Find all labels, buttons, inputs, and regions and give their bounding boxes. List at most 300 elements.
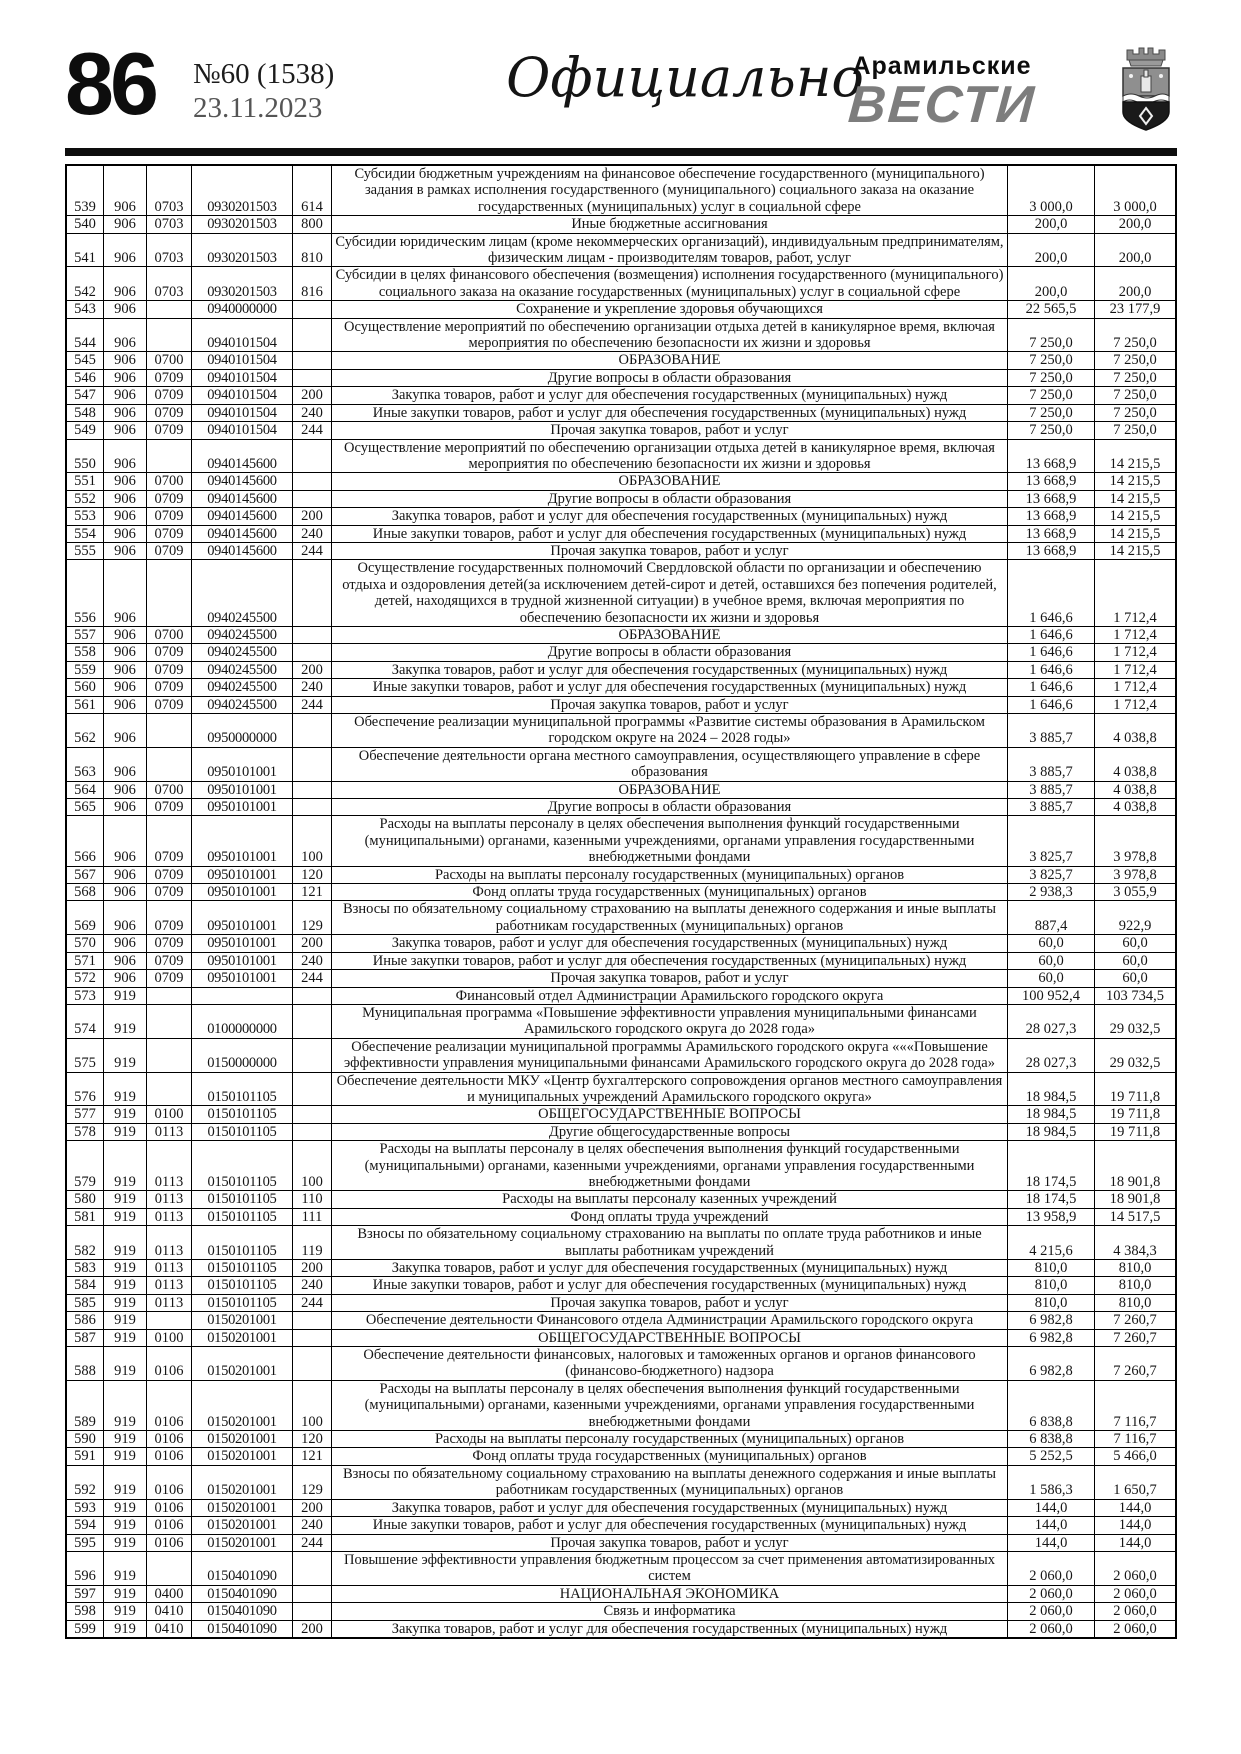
cell-expense-type-code [293, 1312, 332, 1329]
cell-amount-1: 60,0 [1008, 952, 1095, 969]
table-row [66, 404, 1176, 421]
cell-amount-1: 200,0 [1008, 216, 1095, 233]
cell-grbs-code: 919 [104, 1603, 147, 1620]
cell-target-article-code: 0150101105 [192, 1260, 293, 1277]
table-row [66, 866, 1176, 883]
table-row [66, 216, 1176, 233]
cell-expense-type-code [293, 781, 332, 798]
cell-target-article-code: 0150201001 [192, 1329, 293, 1346]
cell-amount-1: 13 668,9 [1008, 542, 1095, 559]
cell-grbs-code: 919 [104, 1551, 147, 1585]
cell-section-code: 0106 [147, 1431, 192, 1448]
cell-row-number: 592 [66, 1465, 104, 1499]
cell-expense-name: Фонд оплаты труда государственных (муниципальных) органов [332, 1448, 1008, 1465]
cell-expense-name: Муниципальная программа «Повышение эффективности управления муниципальными финансами Арамильского городского округа до 2028 года» [332, 1004, 1008, 1038]
cell-amount-1: 3 885,7 [1008, 799, 1095, 816]
cell-expense-name: Обеспечение деятельности Финансового отдела Администрации Арамильского городского округа [332, 1312, 1008, 1329]
cell-amount-1: 3 825,7 [1008, 866, 1095, 883]
cell-section-code: 0106 [147, 1465, 192, 1499]
cell-expense-type-code: 244 [293, 970, 332, 987]
table-row [66, 1226, 1176, 1260]
cell-amount-2: 19 711,8 [1095, 1072, 1177, 1106]
cell-expense-name: Иные закупки товаров, работ и услуг для обеспечения государственных (муниципальных) нужд [332, 1517, 1008, 1534]
cell-target-article-code: 0930201503 [192, 165, 293, 216]
cell-expense-name: Иные закупки товаров, работ и услуг для обеспечения государственных (муниципальных) нужд [332, 404, 1008, 421]
cell-expense-name: Финансовый отдел Администрации Арамильского городского округа [332, 987, 1008, 1004]
cell-expense-name: ОБЩЕГОСУДАРСТВЕННЫЕ ВОПРОСЫ [332, 1106, 1008, 1123]
cell-grbs-code: 906 [104, 490, 147, 507]
budget-table [65, 164, 1177, 1639]
cell-expense-type-code: 244 [293, 1294, 332, 1311]
cell-expense-name: Осуществление государственных полномочий Свердловской области по организации и обеспечению отдыха и оздоровления детей(за исключением детей-сирот и детей, оставшихся без попечения родителей, детей, находящихся в трудной жизненной ситуации) в учебное время, включая мероприятия по обеспечению безопасности их жизни и здоровья [332, 560, 1008, 627]
cell-amount-2: 144,0 [1095, 1517, 1177, 1534]
cell-expense-name: Прочая закупка товаров, работ и услуг [332, 542, 1008, 559]
cell-row-number: 589 [66, 1380, 104, 1430]
cell-expense-type-code: 240 [293, 404, 332, 421]
cell-section-code: 0113 [147, 1260, 192, 1277]
cell-expense-name: Иные закупки товаров, работ и услуг для обеспечения государственных (муниципальных) нужд [332, 1277, 1008, 1294]
cell-amount-2: 23 177,9 [1095, 301, 1177, 318]
cell-row-number: 591 [66, 1448, 104, 1465]
cell-amount-2: 60,0 [1095, 935, 1177, 952]
cell-target-article-code: 0150401090 [192, 1620, 293, 1638]
cell-expense-name: Субсидии в целях финансового обеспечения (возмещения) исполнения государственного (муниципального) социального заказа на оказание государственных (муниципальных) услуг в социальной сфере [332, 267, 1008, 301]
cell-amount-2: 2 060,0 [1095, 1603, 1177, 1620]
cell-grbs-code: 919 [104, 1329, 147, 1346]
table-row [66, 935, 1176, 952]
cell-expense-type-code: 244 [293, 542, 332, 559]
cell-expense-name: Закупка товаров, работ и услуг для обеспечения государственных (муниципальных) нужд [332, 1260, 1008, 1277]
cell-expense-name: Прочая закупка товаров, работ и услуг [332, 970, 1008, 987]
cell-expense-type-code: 111 [293, 1208, 332, 1225]
cell-expense-name: Осуществление мероприятий по обеспечению организации отдыха детей в каникулярное время, включая мероприятия по обеспечению безопасности их жизни и здоровья [332, 318, 1008, 352]
cell-amount-1: 5 252,5 [1008, 1448, 1095, 1465]
cell-row-number: 598 [66, 1603, 104, 1620]
cell-amount-2: 7 260,7 [1095, 1312, 1177, 1329]
cell-expense-type-code: 200 [293, 661, 332, 678]
cell-section-code: 0709 [147, 369, 192, 386]
cell-grbs-code: 919 [104, 1123, 147, 1140]
cell-section-code: 0113 [147, 1141, 192, 1191]
cell-row-number: 567 [66, 866, 104, 883]
cell-grbs-code: 919 [104, 1141, 147, 1191]
cell-amount-2: 144,0 [1095, 1499, 1177, 1516]
cell-grbs-code: 919 [104, 1465, 147, 1499]
cell-section-code [147, 714, 192, 748]
cell-expense-type-code: 200 [293, 935, 332, 952]
cell-row-number: 581 [66, 1208, 104, 1225]
cell-expense-name: Связь и информатика [332, 1603, 1008, 1620]
cell-target-article-code: 0940245500 [192, 626, 293, 643]
cell-target-article-code: 0150101105 [192, 1141, 293, 1191]
cell-amount-1: 2 060,0 [1008, 1551, 1095, 1585]
cell-row-number: 579 [66, 1141, 104, 1191]
cell-amount-2: 19 711,8 [1095, 1123, 1177, 1140]
cell-row-number: 590 [66, 1431, 104, 1448]
table-row [66, 369, 1176, 386]
table-row [66, 1603, 1176, 1620]
cell-expense-name: Закупка товаров, работ и услуг для обеспечения государственных (муниципальных) нужд [332, 661, 1008, 678]
cell-section-code: 0410 [147, 1620, 192, 1638]
cell-amount-2: 4 038,8 [1095, 799, 1177, 816]
cell-target-article-code: 0940101504 [192, 318, 293, 352]
cell-section-code: 0106 [147, 1380, 192, 1430]
cell-expense-type-code [293, 644, 332, 661]
cell-expense-type-code [293, 1072, 332, 1106]
cell-amount-1: 3 885,7 [1008, 714, 1095, 748]
table-row [66, 560, 1176, 627]
cell-amount-1: 13 668,9 [1008, 473, 1095, 490]
cell-row-number: 575 [66, 1038, 104, 1072]
cell-amount-2: 7 116,7 [1095, 1380, 1177, 1430]
table-row [66, 816, 1176, 866]
cell-expense-name: Другие вопросы в области образования [332, 369, 1008, 386]
table-row [66, 1294, 1176, 1311]
cell-amount-1: 7 250,0 [1008, 352, 1095, 369]
cell-grbs-code: 919 [104, 1004, 147, 1038]
cell-expense-name: Закупка товаров, работ и услуг для обеспечения государственных (муниципальных) нужд [332, 387, 1008, 404]
cell-expense-type-code [293, 318, 332, 352]
cell-target-article-code: 0950101001 [192, 866, 293, 883]
cell-amount-2: 3 055,9 [1095, 884, 1177, 901]
section-title: Официально [506, 46, 864, 109]
cell-target-article-code: 0150201001 [192, 1347, 293, 1381]
table-row [66, 884, 1176, 901]
cell-expense-type-code [293, 1004, 332, 1038]
cell-amount-1: 2 060,0 [1008, 1620, 1095, 1638]
cell-target-article-code: 0940245500 [192, 644, 293, 661]
cell-section-code: 0703 [147, 216, 192, 233]
cell-section-code: 0100 [147, 1329, 192, 1346]
cell-section-code: 0400 [147, 1585, 192, 1602]
cell-section-code: 0709 [147, 884, 192, 901]
cell-section-code: 0700 [147, 352, 192, 369]
table-row [66, 714, 1176, 748]
cell-amount-2: 922,9 [1095, 901, 1177, 935]
cell-amount-2: 1 712,4 [1095, 679, 1177, 696]
cell-amount-2: 2 060,0 [1095, 1551, 1177, 1585]
cell-section-code: 0113 [147, 1208, 192, 1225]
cell-grbs-code: 906 [104, 233, 147, 267]
cell-grbs-code: 906 [104, 439, 147, 473]
cell-amount-1: 13 668,9 [1008, 439, 1095, 473]
cell-target-article-code: 0950101001 [192, 935, 293, 952]
cell-expense-type-code [293, 1347, 332, 1381]
cell-expense-type-code [293, 1585, 332, 1602]
cell-expense-name: Субсидии юридическим лицам (кроме некоммерческих организаций), индивидуальным предпринимателям, физическим лицам - производителям товаров, работ, услуг [332, 233, 1008, 267]
table-row [66, 626, 1176, 643]
cell-section-code: 0700 [147, 473, 192, 490]
cell-expense-type-code: 121 [293, 1448, 332, 1465]
cell-expense-name: Осуществление мероприятий по обеспечению организации отдыха детей в каникулярное время, включая мероприятия по обеспечению безопасности их жизни и здоровья [332, 439, 1008, 473]
cell-row-number: 594 [66, 1517, 104, 1534]
cell-section-code: 0113 [147, 1277, 192, 1294]
cell-target-article-code: 0950101001 [192, 884, 293, 901]
header-rule [65, 148, 1177, 156]
cell-amount-2: 4 038,8 [1095, 714, 1177, 748]
cell-row-number: 588 [66, 1347, 104, 1381]
cell-amount-2: 1 712,4 [1095, 560, 1177, 627]
cell-amount-2: 1 650,7 [1095, 1465, 1177, 1499]
cell-section-code: 0709 [147, 901, 192, 935]
cell-grbs-code: 906 [104, 816, 147, 866]
cell-expense-name: Обеспечение реализации муниципальной программы Арамильского городского округа «««Повышение эффективности управления муниципальными финансами Арамильского городского округа до 2028 года» [332, 1038, 1008, 1072]
cell-row-number: 543 [66, 301, 104, 318]
cell-expense-name: Другие вопросы в области образования [332, 490, 1008, 507]
cell-amount-1: 810,0 [1008, 1260, 1095, 1277]
cell-grbs-code: 906 [104, 301, 147, 318]
cell-target-article-code: 0950101001 [192, 901, 293, 935]
cell-grbs-code: 919 [104, 1380, 147, 1430]
cell-section-code: 0113 [147, 1123, 192, 1140]
cell-row-number: 561 [66, 696, 104, 713]
table-row [66, 1585, 1176, 1602]
cell-amount-2: 14 215,5 [1095, 525, 1177, 542]
table-row [66, 1380, 1176, 1430]
cell-amount-2: 2 060,0 [1095, 1585, 1177, 1602]
page-number: 86 [65, 34, 155, 133]
cell-expense-name: Субсидии бюджетным учреждениям на финансовое обеспечение государственного (муниципального) задания в рамках исполнения государственного (муниципального) социального заказа на оказание государственных (муниципальных) услуг в социальной сфере [332, 165, 1008, 216]
issue-date: 23.11.2023 [193, 92, 323, 124]
cell-expense-name: ОБЩЕГОСУДАРСТВЕННЫЕ ВОПРОСЫ [332, 1329, 1008, 1346]
cell-expense-type-code: 120 [293, 866, 332, 883]
cell-expense-type-code: 240 [293, 1277, 332, 1294]
cell-row-number: 549 [66, 422, 104, 439]
cell-grbs-code: 906 [104, 165, 147, 216]
cell-amount-2: 810,0 [1095, 1260, 1177, 1277]
cell-grbs-code: 906 [104, 747, 147, 781]
cell-row-number: 576 [66, 1072, 104, 1106]
cell-section-code: 0410 [147, 1603, 192, 1620]
cell-expense-name: Иные закупки товаров, работ и услуг для обеспечения государственных (муниципальных) нужд [332, 952, 1008, 969]
cell-expense-type-code: 200 [293, 1620, 332, 1638]
cell-expense-name: ОБРАЗОВАНИЕ [332, 626, 1008, 643]
table-row [66, 747, 1176, 781]
cell-grbs-code: 919 [104, 1534, 147, 1551]
cell-amount-1: 2 938,3 [1008, 884, 1095, 901]
cell-expense-type-code [293, 473, 332, 490]
cell-grbs-code: 906 [104, 799, 147, 816]
cell-amount-2: 4 384,3 [1095, 1226, 1177, 1260]
cell-expense-type-code: 614 [293, 165, 332, 216]
cell-amount-1: 3 825,7 [1008, 816, 1095, 866]
cell-expense-name: Другие вопросы в области образования [332, 799, 1008, 816]
cell-target-article-code: 0950101001 [192, 816, 293, 866]
cell-grbs-code: 919 [104, 987, 147, 1004]
cell-target-article-code: 0950000000 [192, 714, 293, 748]
cell-expense-name: Расходы на выплаты персоналу государственных (муниципальных) органов [332, 1431, 1008, 1448]
table-row [66, 679, 1176, 696]
cell-grbs-code: 919 [104, 1620, 147, 1638]
cell-expense-name: Повышение эффективности управления бюджетным процессом за счет применения автоматизированных систем [332, 1551, 1008, 1585]
cell-row-number: 596 [66, 1551, 104, 1585]
cell-section-code: 0709 [147, 508, 192, 525]
cell-expense-type-code: 200 [293, 387, 332, 404]
cell-row-number: 562 [66, 714, 104, 748]
cell-amount-1: 18 984,5 [1008, 1072, 1095, 1106]
cell-target-article-code: 0150201001 [192, 1312, 293, 1329]
cell-expense-type-code: 100 [293, 1380, 332, 1430]
table-row [66, 422, 1176, 439]
cell-target-article-code: 0950101001 [192, 747, 293, 781]
cell-grbs-code: 906 [104, 714, 147, 748]
cell-row-number: 565 [66, 799, 104, 816]
cell-target-article-code: 0940101504 [192, 352, 293, 369]
table-row [66, 1517, 1176, 1534]
cell-amount-2: 14 215,5 [1095, 508, 1177, 525]
table-row [66, 1141, 1176, 1191]
cell-section-code: 0703 [147, 165, 192, 216]
cell-grbs-code: 906 [104, 884, 147, 901]
table-row [66, 525, 1176, 542]
cell-target-article-code: 0940145600 [192, 525, 293, 542]
cell-expense-type-code [293, 560, 332, 627]
cell-amount-1: 2 060,0 [1008, 1585, 1095, 1602]
cell-amount-2: 5 466,0 [1095, 1448, 1177, 1465]
cell-row-number: 582 [66, 1226, 104, 1260]
cell-row-number: 572 [66, 970, 104, 987]
cell-expense-name: Закупка товаров, работ и услуг для обеспечения государственных (муниципальных) нужд [332, 1620, 1008, 1638]
cell-amount-2: 18 901,8 [1095, 1141, 1177, 1191]
cell-row-number: 568 [66, 884, 104, 901]
cell-target-article-code: 0150101105 [192, 1208, 293, 1225]
cell-expense-name: Фонд оплаты труда учреждений [332, 1208, 1008, 1225]
cell-expense-type-code [293, 490, 332, 507]
cell-amount-1: 4 215,6 [1008, 1226, 1095, 1260]
cell-row-number: 571 [66, 952, 104, 969]
cell-section-code: 0106 [147, 1517, 192, 1534]
city-emblem-icon [1115, 40, 1177, 132]
cell-section-code: 0709 [147, 866, 192, 883]
cell-expense-name: Прочая закупка товаров, работ и услуг [332, 1294, 1008, 1311]
cell-expense-name: Расходы на выплаты персоналу государственных (муниципальных) органов [332, 866, 1008, 883]
cell-amount-2: 200,0 [1095, 216, 1177, 233]
cell-amount-2: 7 250,0 [1095, 369, 1177, 386]
cell-target-article-code: 0940145600 [192, 508, 293, 525]
cell-row-number: 585 [66, 1294, 104, 1311]
cell-section-code: 0113 [147, 1226, 192, 1260]
cell-grbs-code: 919 [104, 1517, 147, 1534]
cell-amount-1: 60,0 [1008, 970, 1095, 987]
cell-expense-type-code: 240 [293, 952, 332, 969]
cell-expense-type-code [293, 714, 332, 748]
cell-target-article-code: 0940245500 [192, 661, 293, 678]
cell-target-article-code: 0940145600 [192, 490, 293, 507]
cell-expense-type-code: 200 [293, 1499, 332, 1516]
cell-target-article-code: 0940145600 [192, 473, 293, 490]
cell-expense-type-code: 120 [293, 1431, 332, 1448]
cell-expense-type-code: 110 [293, 1191, 332, 1208]
cell-expense-type-code: 816 [293, 267, 332, 301]
table-row [66, 508, 1176, 525]
cell-expense-type-code: 240 [293, 679, 332, 696]
cell-amount-2: 4 038,8 [1095, 781, 1177, 798]
cell-target-article-code: 0150101105 [192, 1226, 293, 1260]
cell-grbs-code: 906 [104, 696, 147, 713]
cell-expense-type-code [293, 1603, 332, 1620]
cell-row-number: 546 [66, 369, 104, 386]
cell-section-code [147, 1038, 192, 1072]
cell-section-code: 0709 [147, 422, 192, 439]
cell-amount-1: 7 250,0 [1008, 404, 1095, 421]
cell-grbs-code: 906 [104, 422, 147, 439]
cell-row-number: 554 [66, 525, 104, 542]
table-row [66, 901, 1176, 935]
cell-expense-type-code: 800 [293, 216, 332, 233]
cell-amount-1: 28 027,3 [1008, 1038, 1095, 1072]
cell-row-number: 540 [66, 216, 104, 233]
cell-target-article-code: 0930201503 [192, 216, 293, 233]
cell-section-code [147, 1072, 192, 1106]
cell-expense-type-code [293, 987, 332, 1004]
cell-grbs-code: 906 [104, 542, 147, 559]
table-row [66, 1106, 1176, 1123]
cell-target-article-code: 0150101105 [192, 1191, 293, 1208]
cell-grbs-code: 906 [104, 560, 147, 627]
cell-amount-2: 200,0 [1095, 267, 1177, 301]
cell-target-article-code: 0150201001 [192, 1431, 293, 1448]
cell-amount-2: 7 250,0 [1095, 422, 1177, 439]
cell-expense-name: Расходы на выплаты персоналу в целях обеспечения выполнения функций государственными (муниципальными) органами, казенными учреждениями, органами управления государственными внебюджетными фондами [332, 1141, 1008, 1191]
cell-row-number: 597 [66, 1585, 104, 1602]
cell-amount-2: 29 032,5 [1095, 1004, 1177, 1038]
cell-row-number: 552 [66, 490, 104, 507]
cell-amount-1: 144,0 [1008, 1534, 1095, 1551]
cell-target-article-code: 0940245500 [192, 679, 293, 696]
cell-amount-1: 18 984,5 [1008, 1123, 1095, 1140]
cell-amount-1: 3 000,0 [1008, 165, 1095, 216]
cell-row-number: 586 [66, 1312, 104, 1329]
logo-text-bottom: ВЕСТИ [846, 76, 1038, 134]
table-row [66, 1431, 1176, 1448]
cell-section-code: 0709 [147, 661, 192, 678]
cell-grbs-code: 919 [104, 1208, 147, 1225]
cell-amount-2: 3 978,8 [1095, 866, 1177, 883]
table-row [66, 1347, 1176, 1381]
cell-target-article-code: 0150101105 [192, 1294, 293, 1311]
cell-target-article-code: 0150201001 [192, 1465, 293, 1499]
cell-expense-type-code: 200 [293, 1260, 332, 1277]
table-row [66, 799, 1176, 816]
page-header [65, 34, 1177, 140]
cell-expense-name: Расходы на выплаты персоналу казенных учреждений [332, 1191, 1008, 1208]
cell-section-code: 0709 [147, 935, 192, 952]
cell-expense-type-code: 121 [293, 884, 332, 901]
cell-section-code: 0709 [147, 952, 192, 969]
logo-text-top: Арамильские [852, 52, 1032, 80]
table-row [66, 1620, 1176, 1638]
cell-expense-name: ОБРАЗОВАНИЕ [332, 473, 1008, 490]
cell-amount-1: 6 838,8 [1008, 1380, 1095, 1430]
cell-target-article-code: 0950101001 [192, 952, 293, 969]
table-row [66, 1004, 1176, 1038]
cell-row-number: 556 [66, 560, 104, 627]
cell-section-code: 0709 [147, 542, 192, 559]
cell-amount-1: 18 984,5 [1008, 1106, 1095, 1123]
table-row [66, 233, 1176, 267]
issue-number: №60 (1538) [193, 58, 335, 90]
table-row [66, 301, 1176, 318]
cell-target-article-code: 0150101105 [192, 1072, 293, 1106]
cell-row-number: 544 [66, 318, 104, 352]
cell-grbs-code: 906 [104, 508, 147, 525]
cell-section-code: 0709 [147, 696, 192, 713]
cell-target-article-code: 0940101504 [192, 369, 293, 386]
table-row [66, 1208, 1176, 1225]
cell-amount-1: 22 565,5 [1008, 301, 1095, 318]
cell-target-article-code: 0150401090 [192, 1551, 293, 1585]
cell-amount-2: 103 734,5 [1095, 987, 1177, 1004]
